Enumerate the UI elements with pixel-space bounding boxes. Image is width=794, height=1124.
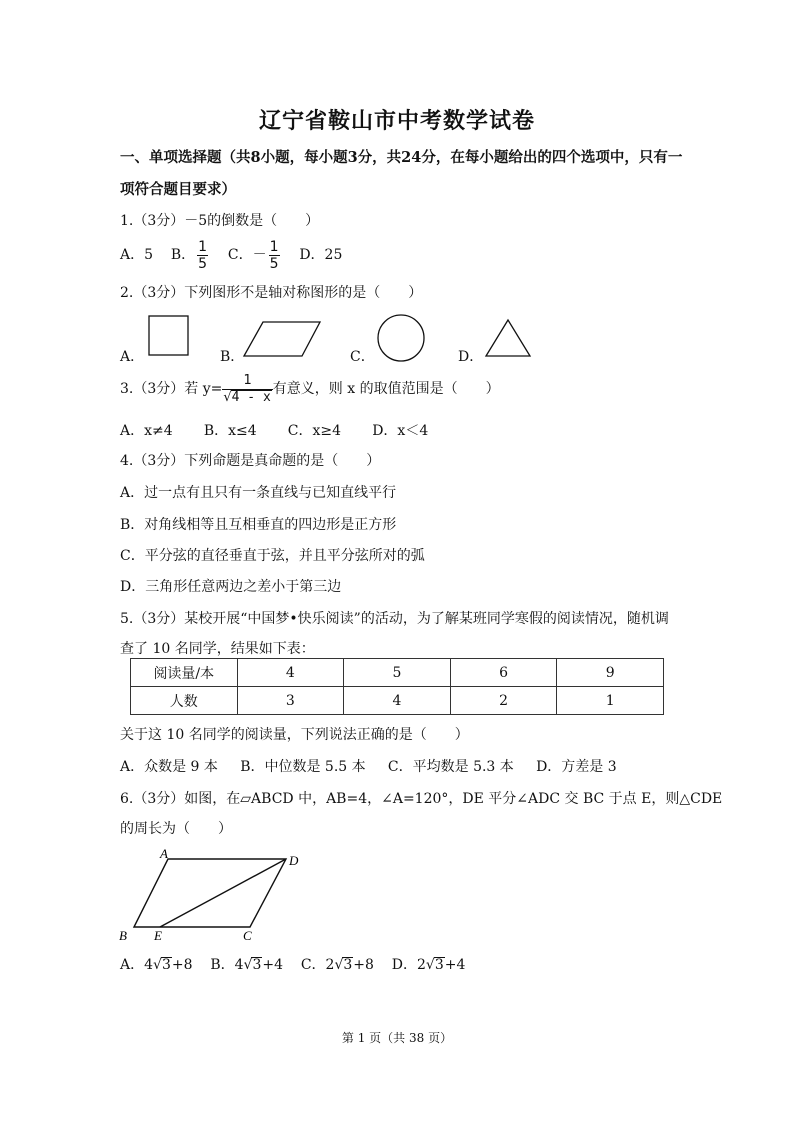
- q1-option-c-fraction: $\frac{1}{5}$: [269, 238, 279, 272]
- q2-option-d: D．: [458, 349, 484, 365]
- q5-option-d: D．方差是 3: [536, 759, 617, 775]
- q4-option-b: B．对角线相等且互相垂直的四边形是正方形: [120, 517, 397, 533]
- table-cell: 阅读量/本: [131, 659, 238, 687]
- q1-option-a: A．5: [120, 247, 154, 263]
- q3-stem: [120, 372, 500, 406]
- q5-question: 关于这 10 名同学的阅读量，下列说法正确的是（ ）: [120, 727, 469, 743]
- square-shape: [149, 316, 188, 355]
- table-cell: 5: [344, 659, 451, 687]
- q4-option-d: D．三角形任意两边之差小于第三边: [120, 579, 342, 595]
- q5-options: [120, 756, 617, 776]
- table-cell: 4: [237, 659, 344, 687]
- q4-stem: 4.（3分）下列命题是真命题的是（ ）: [120, 453, 381, 469]
- section-heading-line1: 一、单项选择题（共8小题，每小题3分，共24分，在每小题给出的四个选项中，只有一: [120, 149, 683, 166]
- q3-option-d: D．x＜4: [372, 423, 429, 439]
- q1-option-c-label: C．－: [227, 247, 267, 263]
- q6-stem-line1: 6.（3分）如图，在▱ABCD 中，AB=4，∠A=120°，DE 平分∠ADC 交 BC 于点 E，则△CDE: [120, 791, 723, 807]
- q2-option-a: A．: [120, 349, 145, 365]
- circle-shape: [378, 315, 424, 361]
- q1-option-b-fraction: $\frac{1}{5}$: [198, 238, 208, 272]
- table-cell: 3: [237, 687, 344, 715]
- q6-stem-line2: 的周长为（ ）: [120, 821, 232, 837]
- table-cell: 人数: [131, 687, 238, 715]
- table-cell: 1: [557, 687, 664, 715]
- segment-de: [160, 859, 286, 927]
- q2-option-b: B．: [220, 349, 245, 365]
- q5-stem-line1: 5.（3分）某校开展“中国梦•快乐阅读”的活动，为了解某班同学寒假的阅读情况，随机调: [120, 611, 669, 627]
- q4-option-c: C．平分弦的直径垂直于弦，并且平分弦所对的弧: [120, 548, 425, 564]
- parallelogram-shape: [244, 322, 320, 356]
- q6-option-c: C．2√3+8: [300, 957, 374, 973]
- table-row: [131, 687, 664, 715]
- section-heading-line2: 项符合题目要求）: [120, 181, 236, 198]
- q5-option-c: C．平均数是 5.3 本: [387, 759, 514, 775]
- label-c: C: [243, 928, 252, 943]
- page-footer: 第 1 页（共 38 页）: [341, 1031, 453, 1045]
- parallelogram-figure: [116, 842, 316, 946]
- label-a: A: [160, 846, 168, 861]
- q6-option-d: D．2√3+4: [391, 957, 466, 973]
- q1-option-d: D．25: [299, 247, 343, 263]
- q5-option-a: A．众数是 9 本: [120, 759, 218, 775]
- q3-options: [120, 420, 428, 440]
- q3-option-c: C．x≥4: [287, 423, 342, 439]
- label-e: E: [154, 928, 162, 943]
- q3-fraction: $\frac{1}{√4 - x}$: [223, 372, 271, 405]
- q5-option-b: B．中位数是 5.5 本: [240, 759, 366, 775]
- q1-option-b-label: B．: [170, 247, 196, 263]
- q6-options: [120, 954, 465, 974]
- q4-option-a: A．过一点有且只有一条直线与已知直线平行: [120, 485, 397, 501]
- q3-option-a: A．x≠4: [120, 423, 173, 439]
- q6-option-b: B．4√3+4: [210, 957, 284, 973]
- label-d: D: [289, 853, 299, 868]
- q1-options: [120, 238, 342, 272]
- parallelogram-abcd: [134, 859, 286, 927]
- q5-stem-line2: 查了 10 名同学，结果如下表：: [120, 641, 315, 657]
- q6-option-a: A．4√3+8: [120, 957, 193, 973]
- q3-option-b: B．x≤4: [203, 423, 257, 439]
- q3-stem-suffix: 有意义，则 x 的取值范围是（ ）: [272, 381, 500, 397]
- reading-table: [130, 658, 664, 715]
- q2-option-c: C．: [350, 349, 375, 365]
- q1-stem: 1.（3分）－5的倒数是（ ）: [120, 213, 320, 229]
- label-b: B: [119, 928, 127, 943]
- page-title: 辽宁省鞍山市中考数学试卷: [258, 108, 535, 134]
- q2-shapes: [140, 310, 560, 366]
- table-cell: 6: [450, 659, 557, 687]
- table-row: [131, 659, 664, 687]
- table-cell: 4: [344, 687, 451, 715]
- table-cell: 9: [557, 659, 664, 687]
- q3-stem-prefix: 3.（3分）若 y=: [120, 381, 223, 397]
- q2-stem: 2.（3分）下列图形不是轴对称图形的是（ ）: [120, 285, 423, 301]
- table-cell: 2: [450, 687, 557, 715]
- triangle-shape: [486, 320, 530, 356]
